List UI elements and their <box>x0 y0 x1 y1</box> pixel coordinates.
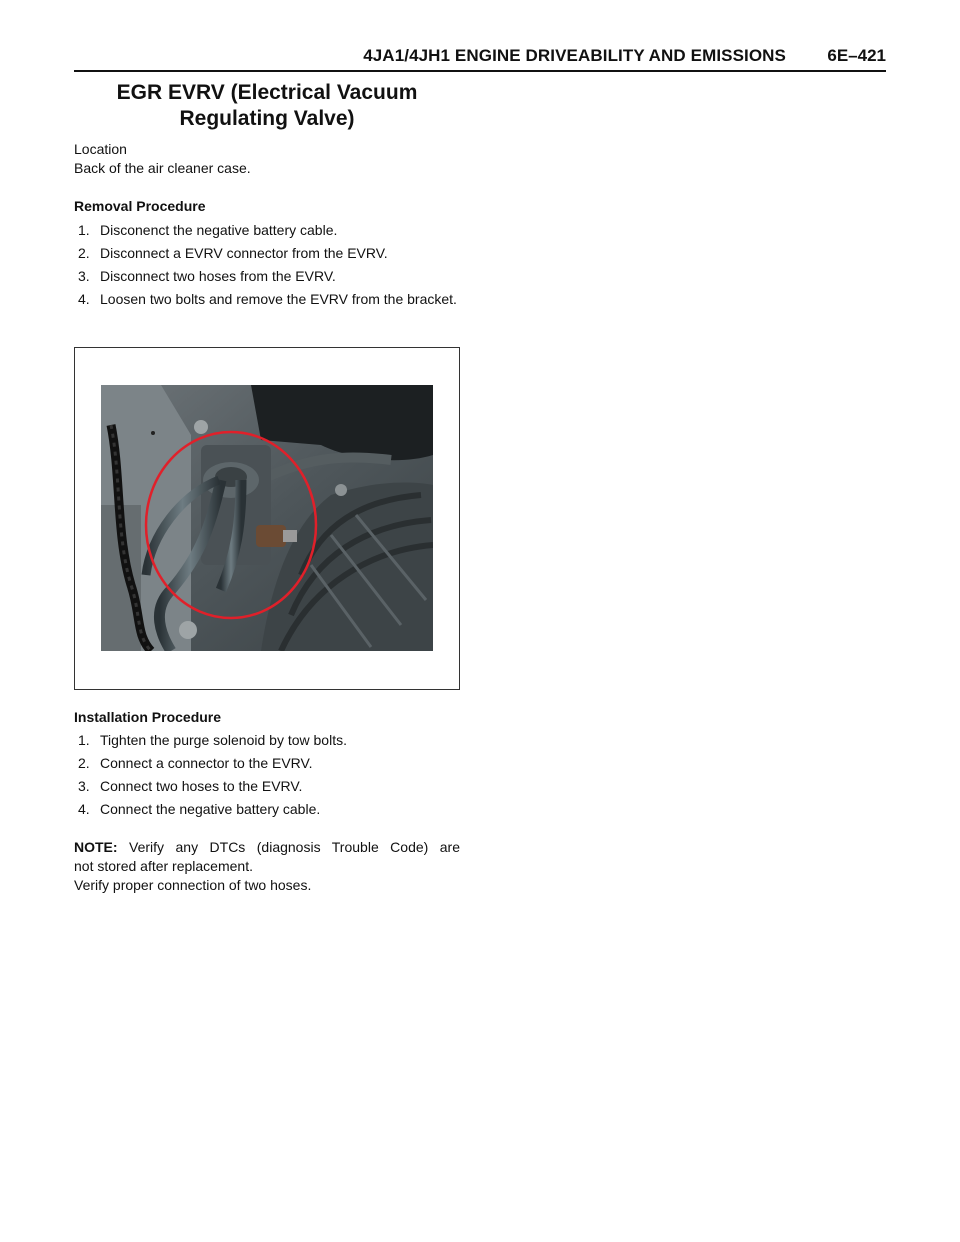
location-block <box>74 140 460 178</box>
installation-steps <box>74 731 460 823</box>
note-line1 <box>74 838 460 857</box>
header-title: 4JA1/4JH1 ENGINE DRIVEABILITY AND EMISSIONS <box>363 46 786 65</box>
list-item <box>74 267 460 286</box>
step-text: Connect two hoses to the EVRV. <box>100 778 303 794</box>
list-item <box>74 754 460 773</box>
page-header <box>74 44 886 72</box>
list-item <box>74 800 460 819</box>
step-number: 3. <box>78 268 90 284</box>
figure-frame <box>74 347 460 690</box>
location-text: Back of the air cleaner case. <box>74 160 251 176</box>
step-text: Disconnect two hoses from the EVRV. <box>100 268 336 284</box>
section-title-line1: EGR EVRV (Electrical Vacuum <box>116 81 418 104</box>
section-title <box>74 80 460 132</box>
installation-heading: Installation Procedure <box>74 709 222 725</box>
list-item <box>74 777 460 796</box>
page-number: 6E–421 <box>827 46 886 65</box>
note-text-2: not stored after replacement. <box>74 858 253 874</box>
removal-steps <box>74 221 460 313</box>
step-number: 2. <box>78 755 90 771</box>
note-text-1: Verify any DTCs (diagnosis Trouble Code) are <box>129 839 461 855</box>
list-item <box>74 290 460 309</box>
step-text: Connect a connector to the EVRV. <box>100 755 313 771</box>
step-number: 4. <box>78 801 90 817</box>
step-text: Connect the negative battery cable. <box>100 801 321 817</box>
step-number: 2. <box>78 245 90 261</box>
list-item <box>74 731 460 750</box>
evrv-photo <box>101 385 433 651</box>
step-number: 4. <box>78 291 90 307</box>
step-number: 3. <box>78 778 90 794</box>
step-number: 1. <box>78 732 90 748</box>
section-title-line2: Regulating Valve) <box>179 107 355 130</box>
note-text-3: Verify proper connection of two hoses. <box>74 877 312 893</box>
step-text: Disconnect a EVRV connector from the EVRV. <box>100 245 388 261</box>
list-item <box>74 221 460 240</box>
list-item <box>74 244 460 263</box>
step-number: 1. <box>78 222 90 238</box>
location-label: Location <box>74 141 127 157</box>
step-text: Loosen two bolts and remove the EVRV from the bracket. <box>100 291 457 307</box>
note-label: NOTE: <box>74 839 118 855</box>
removal-heading: Removal Procedure <box>74 198 206 214</box>
note-block <box>74 838 460 895</box>
step-text: Disconenct the negative battery cable. <box>100 222 338 238</box>
step-text: Tighten the purge solenoid by tow bolts. <box>100 732 347 748</box>
